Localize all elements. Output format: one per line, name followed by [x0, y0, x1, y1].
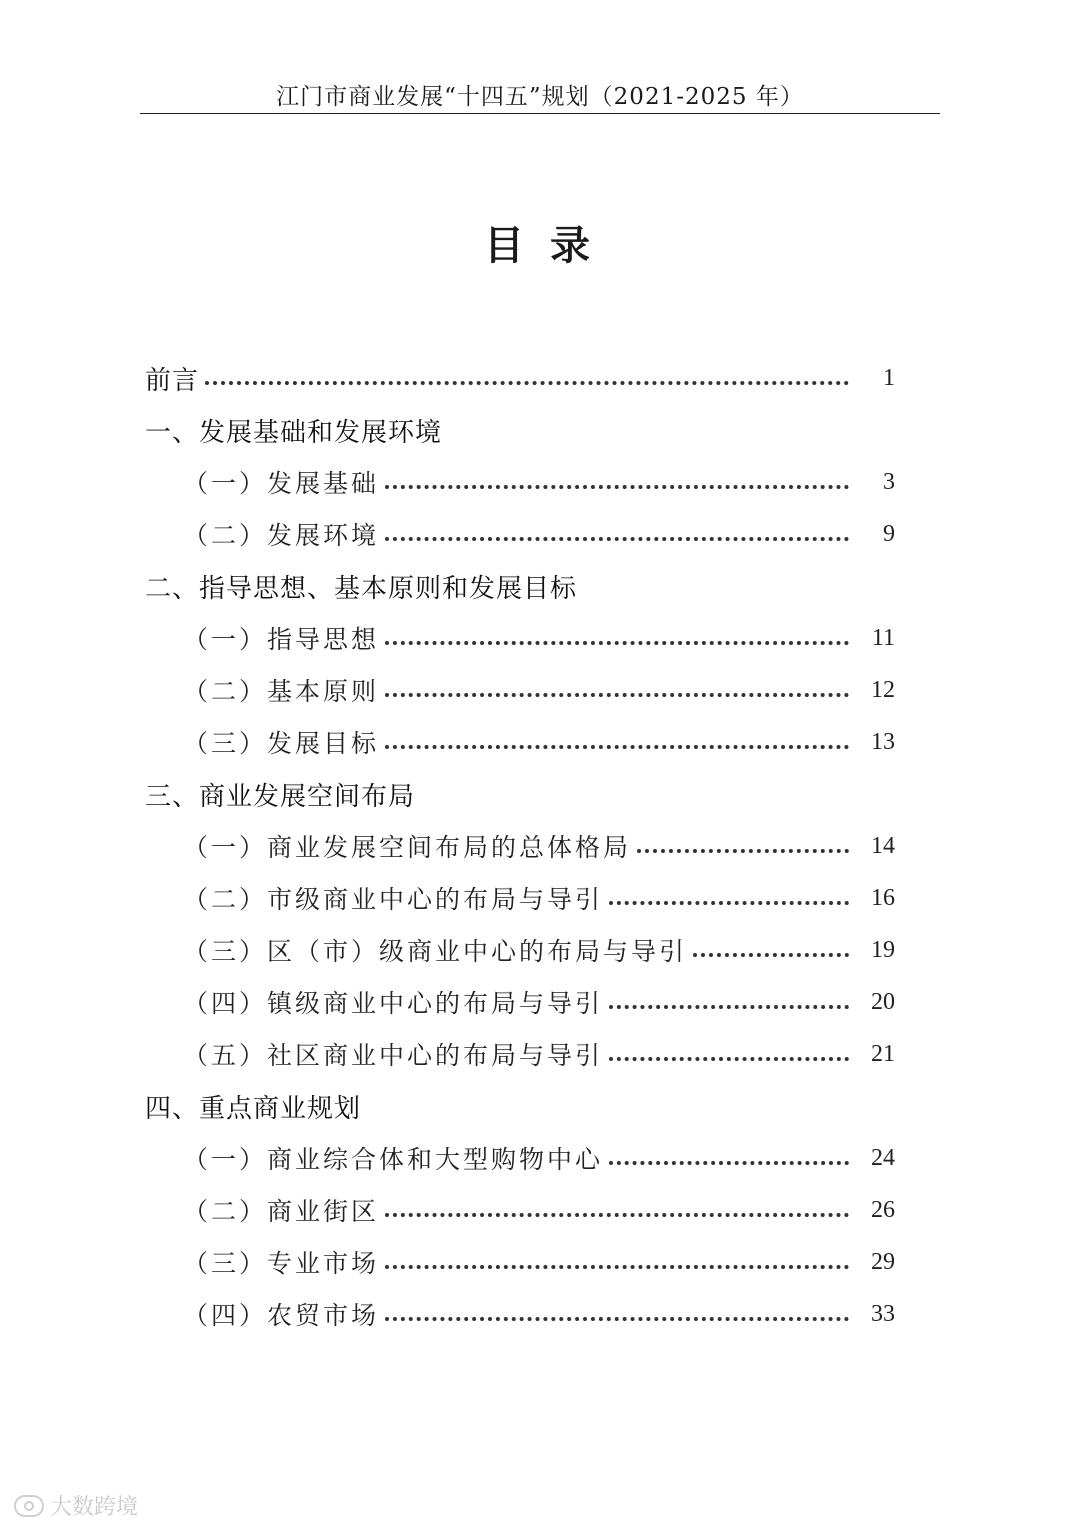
- toc-entry-label: （一）发展基础: [183, 469, 380, 498]
- toc-dot-leader: [385, 1191, 849, 1217]
- toc-page-number: 9: [883, 520, 895, 547]
- toc-page-number: 14: [871, 832, 895, 859]
- toc-dot-leader: [385, 671, 849, 697]
- toc-page-number: 19: [871, 936, 895, 963]
- toc-subsection-entry[interactable]: [145, 1028, 895, 1080]
- toc-subsection-entry[interactable]: [145, 456, 895, 508]
- toc-subsection-entry[interactable]: [145, 664, 895, 716]
- toc-entry-label: （三）区（市）级商业中心的布局与导引: [183, 937, 688, 966]
- toc-entry-label: （一）指导思想: [183, 625, 380, 654]
- toc-page-number: 33: [871, 1300, 895, 1327]
- toc-dot-leader: [385, 1243, 849, 1269]
- toc-section-entry[interactable]: [145, 768, 895, 820]
- toc-page-number: 3: [883, 468, 895, 495]
- toc-entry-label: 一、发展基础和发展环境: [145, 417, 443, 448]
- toc-page-number: 20: [871, 988, 895, 1015]
- toc-entry-label: （五）社区商业中心的布局与导引: [183, 1041, 604, 1070]
- toc-entry-label: （三）专业市场: [183, 1249, 380, 1278]
- toc-dot-leader: [205, 359, 849, 385]
- toc-entry-label: 二、指导思想、基本原则和发展目标: [145, 573, 578, 604]
- toc-subsection-entry[interactable]: [145, 872, 895, 924]
- toc-entry-label: （四）镇级商业中心的布局与导引: [183, 989, 604, 1018]
- toc-entry-label: （一）商业发展空间布局的总体格局: [183, 833, 632, 862]
- toc-page-number: 12: [871, 676, 895, 703]
- toc-page-number: 13: [871, 728, 895, 755]
- toc-entry-label: （二）商业街区: [183, 1197, 380, 1226]
- toc-entry-label: 四、重点商业规划: [145, 1093, 362, 1124]
- toc-entry-label: （二）发展环境: [183, 521, 380, 550]
- toc-entry-label: （二）市级商业中心的布局与导引: [183, 885, 604, 914]
- toc-page-number: 1: [883, 364, 895, 391]
- toc-dot-leader: [693, 931, 849, 957]
- table-of-contents: [145, 352, 895, 1340]
- toc-page-number: 21: [871, 1040, 895, 1067]
- toc-section-entry[interactable]: [145, 560, 895, 612]
- watermark-text: 大数跨境: [50, 1495, 139, 1520]
- toc-page-number: 16: [871, 884, 895, 911]
- header-divider: [140, 113, 940, 114]
- toc-subsection-entry[interactable]: [145, 924, 895, 976]
- toc-dot-leader: [637, 827, 849, 853]
- toc-subsection-entry[interactable]: [145, 1288, 895, 1340]
- watermark: [14, 1490, 138, 1521]
- toc-subsection-entry[interactable]: [145, 612, 895, 664]
- toc-dot-leader: [385, 515, 849, 541]
- toc-subsection-entry[interactable]: [145, 976, 895, 1028]
- toc-dot-leader: [609, 879, 849, 905]
- toc-subsection-entry[interactable]: [145, 820, 895, 872]
- toc-page-number: 11: [871, 624, 895, 651]
- running-header: 江门市商业发展“十四五”规划（2021-2025 年）: [276, 84, 804, 110]
- toc-title: 目 录: [484, 223, 596, 269]
- toc-subsection-entry[interactable]: [145, 716, 895, 768]
- toc-entry-label: （三）发展目标: [183, 729, 380, 758]
- toc-dot-leader: [385, 619, 849, 645]
- toc-dot-leader: [609, 1139, 849, 1165]
- toc-dot-leader: [609, 1035, 849, 1061]
- toc-entry-label: （四）农贸市场: [183, 1301, 380, 1330]
- toc-subsection-entry[interactable]: [145, 1132, 895, 1184]
- toc-section-entry[interactable]: [145, 1080, 895, 1132]
- toc-section-entry[interactable]: [145, 352, 895, 404]
- toc-page-number: 26: [871, 1196, 895, 1223]
- toc-page-number: 24: [871, 1144, 895, 1171]
- toc-entry-label: （一）商业综合体和大型购物中心: [183, 1145, 604, 1174]
- toc-entry-label: 三、商业发展空间布局: [145, 781, 416, 812]
- toc-page-number: 29: [871, 1248, 895, 1275]
- toc-subsection-entry[interactable]: [145, 1184, 895, 1236]
- toc-subsection-entry[interactable]: [145, 1236, 895, 1288]
- toc-dot-leader: [385, 1295, 849, 1321]
- toc-dot-leader: [385, 723, 849, 749]
- toc-dot-leader: [609, 983, 849, 1009]
- toc-entry-label: 前言: [145, 365, 200, 396]
- toc-dot-leader: [385, 463, 849, 489]
- toc-section-entry[interactable]: [145, 404, 895, 456]
- brand-logo-icon: [14, 1495, 44, 1517]
- toc-entry-label: （二）基本原则: [183, 677, 380, 706]
- toc-subsection-entry[interactable]: [145, 508, 895, 560]
